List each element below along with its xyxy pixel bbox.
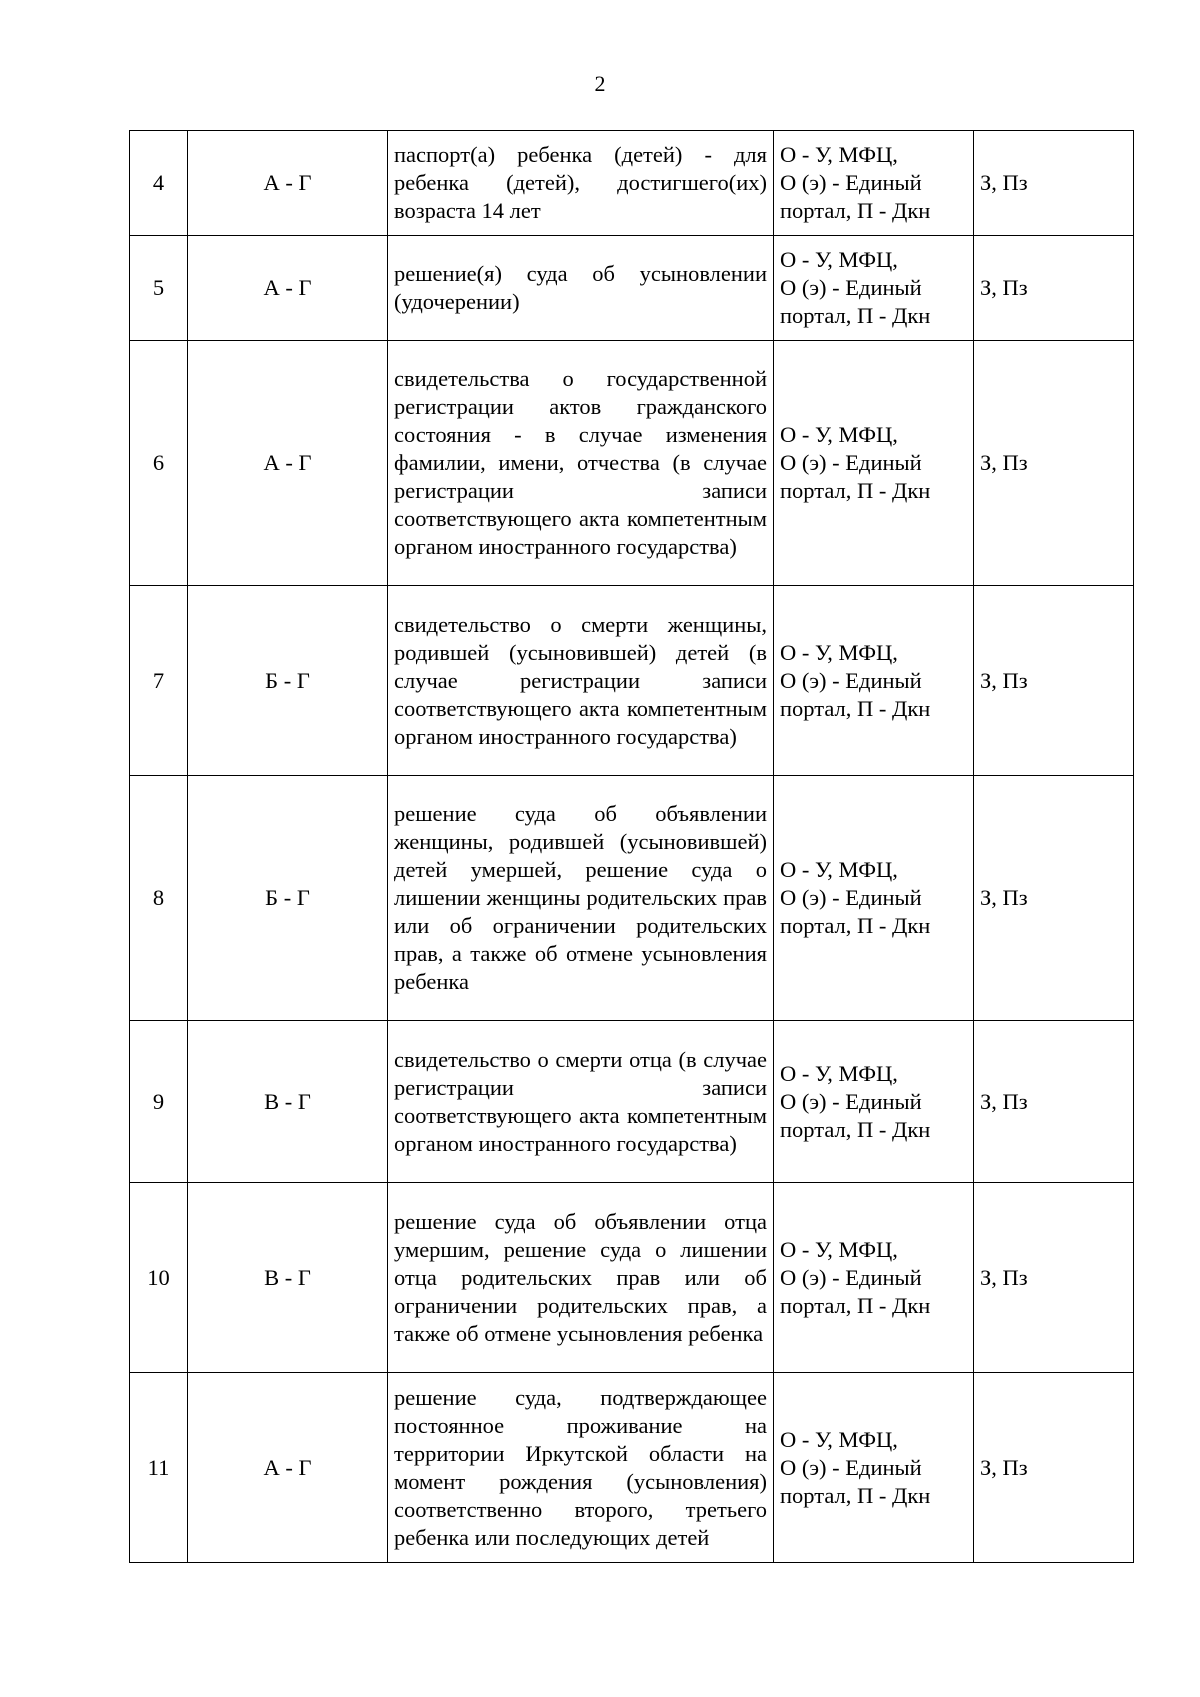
category-cell: В - Г xyxy=(188,1021,388,1183)
table-row xyxy=(130,131,1134,236)
source-cell: О - У, МФЦ, О (э) - Единый портал, П - Дкн xyxy=(774,586,974,776)
result-cell: З, Пз xyxy=(974,341,1134,586)
result-cell: З, Пз xyxy=(974,236,1134,341)
row-number-cell: 5 xyxy=(130,236,188,341)
table-row xyxy=(130,236,1134,341)
result-cell: З, Пз xyxy=(974,1373,1134,1563)
table-row xyxy=(130,1183,1134,1373)
document-cell: решение(я) суда об усыновлении (удочерении) xyxy=(388,236,774,341)
category-cell: В - Г xyxy=(188,1183,388,1373)
source-cell: О - У, МФЦ, О (э) - Единый портал, П - Дкн xyxy=(774,1021,974,1183)
source-cell: О - У, МФЦ, О (э) - Единый портал, П - Дкн xyxy=(774,341,974,586)
category-cell: А - Г xyxy=(188,236,388,341)
source-cell: О - У, МФЦ, О (э) - Единый портал, П - Дкн xyxy=(774,1373,974,1563)
source-cell: О - У, МФЦ, О (э) - Единый портал, П - Дкн xyxy=(774,776,974,1021)
row-number-cell: 11 xyxy=(130,1373,188,1563)
table-row xyxy=(130,1373,1134,1563)
result-cell: З, Пз xyxy=(974,1021,1134,1183)
documents-table xyxy=(129,130,1134,1563)
row-number-cell: 8 xyxy=(130,776,188,1021)
page-number: 2 xyxy=(594,71,606,96)
row-number-cell: 9 xyxy=(130,1021,188,1183)
document-cell: решение суда об объявлении отца умершим, решение суда о лишении отца родительских прав или об ограничении родительских прав, а также об отмене усыновления ребенка xyxy=(388,1183,774,1373)
row-number-cell: 4 xyxy=(130,131,188,236)
category-cell: А - Г xyxy=(188,1373,388,1563)
result-cell: З, Пз xyxy=(974,776,1134,1021)
table-row xyxy=(130,1021,1134,1183)
document-cell: свидетельство о смерти женщины, родившей (усыновившей) детей (в случае регистрации записи соответствующего акта компетентным органом иностранного государства) xyxy=(388,586,774,776)
row-number-cell: 6 xyxy=(130,341,188,586)
document-cell: решение суда, подтверждающее постоянное проживание на территории Иркутской области на момент рождения (усыновления) соответственно второго, третьего ребенка или последующих детей xyxy=(388,1373,774,1563)
source-cell: О - У, МФЦ, О (э) - Единый портал, П - Дкн xyxy=(774,236,974,341)
document-cell: решение суда об объявлении женщины, родившей (усыновившей) детей умершей, решение суда о лишении женщины родительских прав или об ограничении родительских прав, а также об отмене усыновления ребенка xyxy=(388,776,774,1021)
document-cell: паспорт(а) ребенка (детей) - для ребенка (детей), достигшего(их) возраста 14 лет xyxy=(388,131,774,236)
category-cell: А - Г xyxy=(188,131,388,236)
row-number-cell: 7 xyxy=(130,586,188,776)
document-cell: свидетельства о государственной регистрации актов гражданского состояния - в случае изменения фамилии, имени, отчества (в случае регистрации записи соответствующего акта компетентным органом иностранного государства) xyxy=(388,341,774,586)
source-cell: О - У, МФЦ, О (э) - Единый портал, П - Дкн xyxy=(774,131,974,236)
category-cell: А - Г xyxy=(188,341,388,586)
table-row xyxy=(130,341,1134,586)
result-cell: З, Пз xyxy=(974,131,1134,236)
row-number-cell: 10 xyxy=(130,1183,188,1373)
category-cell: Б - Г xyxy=(188,776,388,1021)
table-row xyxy=(130,586,1134,776)
category-cell: Б - Г xyxy=(188,586,388,776)
source-cell: О - У, МФЦ, О (э) - Единый портал, П - Дкн xyxy=(774,1183,974,1373)
result-cell: З, Пз xyxy=(974,1183,1134,1373)
result-cell: З, Пз xyxy=(974,586,1134,776)
document-cell: свидетельство о смерти отца (в случае регистрации записи соответствующего акта компетентным органом иностранного государства) xyxy=(388,1021,774,1183)
table-row xyxy=(130,776,1134,1021)
